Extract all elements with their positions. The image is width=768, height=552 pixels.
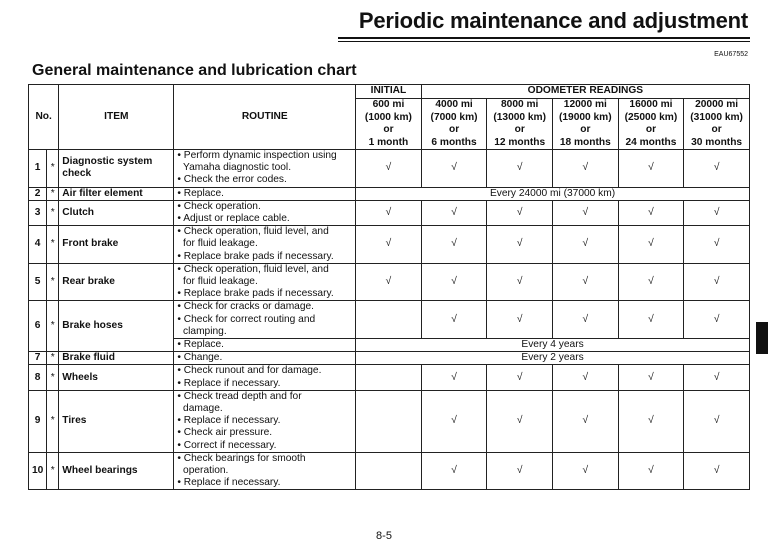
interval-span-text: Every 4 years bbox=[356, 339, 750, 352]
odometer-line: 6 months bbox=[431, 136, 477, 148]
check-cell: √ bbox=[421, 365, 487, 390]
routine-cell bbox=[174, 263, 356, 301]
row-star: * bbox=[47, 263, 59, 301]
routine-line: operation. bbox=[177, 465, 229, 477]
row-star: * bbox=[47, 150, 59, 188]
chapter-tab bbox=[756, 322, 768, 354]
row-number: 4 bbox=[29, 226, 47, 264]
routine-line: • Replace. bbox=[177, 339, 224, 351]
check-cell: √ bbox=[356, 226, 422, 264]
check-cell: √ bbox=[618, 200, 684, 225]
row-star: * bbox=[47, 365, 59, 390]
check-cell: √ bbox=[553, 452, 619, 490]
odometer-line: 8000 mi bbox=[500, 99, 539, 110]
check-cell bbox=[356, 390, 422, 452]
odometer-line: 4000 mi bbox=[435, 99, 473, 110]
check-cell: √ bbox=[618, 365, 684, 390]
table-row bbox=[29, 150, 750, 188]
check-cell: √ bbox=[553, 226, 619, 264]
odometer-line: 20000 mi bbox=[695, 99, 739, 110]
check-cell bbox=[356, 301, 422, 339]
odometer-line: 12 months bbox=[494, 136, 546, 148]
row-item: Brake fluid bbox=[59, 352, 174, 365]
odometer-line: 24 months bbox=[625, 136, 677, 148]
odometer-interval-4 bbox=[553, 99, 619, 150]
odometer-line: (7000 km) bbox=[430, 111, 478, 123]
routine-line: • Adjust or replace cable. bbox=[177, 213, 290, 225]
routine-line: Yamaha diagnostic tool. bbox=[177, 162, 292, 174]
col-header-initial: INITIAL bbox=[356, 85, 422, 99]
routine-cell bbox=[174, 187, 356, 200]
col-header-routine: ROUTINE bbox=[174, 85, 356, 150]
odometer-interval-6 bbox=[684, 99, 750, 150]
check-cell: √ bbox=[684, 301, 750, 339]
odometer-line: or bbox=[448, 124, 460, 135]
check-cell: √ bbox=[618, 226, 684, 264]
row-item: Diagnostic system check bbox=[59, 150, 174, 188]
row-star: * bbox=[47, 452, 59, 490]
check-cell: √ bbox=[356, 150, 422, 188]
odometer-line: (13000 km) bbox=[493, 111, 547, 123]
interval-span-text: Every 2 years bbox=[356, 352, 750, 365]
table-row bbox=[29, 390, 750, 452]
check-cell: √ bbox=[356, 200, 422, 225]
odometer-line: 30 months bbox=[691, 136, 743, 148]
check-cell: √ bbox=[684, 150, 750, 188]
col-header-item: ITEM bbox=[59, 85, 174, 150]
check-cell: √ bbox=[356, 263, 422, 301]
check-cell: √ bbox=[421, 200, 487, 225]
odometer-line: 12000 mi bbox=[563, 99, 607, 110]
odometer-line: 600 mi bbox=[372, 99, 405, 110]
col-header-odometer: ODOMETER READINGS bbox=[421, 85, 749, 99]
routine-line: • Check operation, fluid level, and bbox=[177, 226, 329, 238]
check-cell: √ bbox=[618, 301, 684, 339]
check-cell: √ bbox=[487, 263, 553, 301]
check-cell: √ bbox=[487, 452, 553, 490]
table-row bbox=[29, 226, 750, 264]
row-star: * bbox=[47, 390, 59, 452]
odometer-line: or bbox=[580, 124, 591, 135]
routine-line: • Replace brake pads if necessary. bbox=[177, 250, 334, 262]
odometer-interval-3 bbox=[487, 99, 553, 150]
page-header-title: Periodic maintenance and adjustment bbox=[358, 8, 748, 33]
odometer-interval-2 bbox=[421, 99, 487, 150]
odometer-line: (19000 km) bbox=[558, 111, 612, 123]
check-cell: √ bbox=[684, 200, 750, 225]
row-item: Brake hoses bbox=[59, 301, 174, 352]
table-row bbox=[29, 452, 750, 490]
maintenance-chart bbox=[28, 84, 750, 490]
check-cell: √ bbox=[487, 200, 553, 225]
check-cell: √ bbox=[553, 301, 619, 339]
row-item: Front brake bbox=[59, 226, 174, 264]
odometer-interval-5 bbox=[618, 99, 684, 150]
check-cell: √ bbox=[684, 263, 750, 301]
routine-line: • Check bearings for smooth bbox=[177, 452, 306, 464]
check-cell: √ bbox=[684, 226, 750, 264]
odometer-line: or bbox=[383, 124, 394, 135]
check-cell: √ bbox=[553, 390, 619, 452]
routine-line: • Check operation, fluid level, and bbox=[177, 263, 329, 275]
row-item: Wheel bearings bbox=[59, 452, 174, 490]
table-row bbox=[29, 187, 750, 200]
routine-line: • Correct if necessary. bbox=[177, 439, 277, 451]
header-rule-thick bbox=[338, 37, 750, 39]
row-item: Air filter element bbox=[59, 187, 174, 200]
document-code: EAU67552 bbox=[714, 51, 748, 58]
check-cell: √ bbox=[684, 390, 750, 452]
row-star: * bbox=[47, 301, 59, 352]
table-row bbox=[29, 200, 750, 225]
odometer-interval-1 bbox=[356, 99, 422, 150]
check-cell: √ bbox=[618, 263, 684, 301]
col-header-no: No. bbox=[29, 85, 59, 150]
check-cell: √ bbox=[421, 390, 487, 452]
routine-line: • Check the error codes. bbox=[177, 174, 287, 186]
table-row bbox=[29, 352, 750, 365]
routine-cell bbox=[174, 390, 356, 452]
check-cell bbox=[356, 365, 422, 390]
routine-cell bbox=[174, 452, 356, 490]
row-item: Clutch bbox=[59, 200, 174, 225]
routine-line: • Check operation. bbox=[177, 200, 261, 212]
routine-line: • Check for cracks or damage. bbox=[177, 301, 315, 313]
check-cell: √ bbox=[618, 150, 684, 188]
section-title: General maintenance and lubrication chart bbox=[32, 62, 357, 79]
check-cell: √ bbox=[421, 226, 487, 264]
routine-line: • Replace if necessary. bbox=[177, 415, 281, 427]
row-item: Rear brake bbox=[59, 263, 174, 301]
routine-line: • Perform dynamic inspection using bbox=[177, 150, 337, 161]
odometer-line: or bbox=[514, 124, 525, 135]
check-cell: √ bbox=[684, 365, 750, 390]
row-number: 6 bbox=[29, 301, 47, 352]
routine-cell bbox=[174, 339, 356, 352]
odometer-line: or bbox=[711, 124, 722, 135]
odometer-line: (25000 km) bbox=[624, 111, 678, 123]
row-number: 7 bbox=[29, 352, 47, 365]
routine-cell bbox=[174, 352, 356, 365]
routine-line: • Change. bbox=[177, 352, 223, 364]
routine-line: for fluid leakage. bbox=[177, 276, 258, 288]
interval-span-text: Every 24000 mi (37000 km) bbox=[356, 187, 750, 200]
odometer-line: 16000 mi bbox=[629, 99, 673, 110]
table-row bbox=[29, 301, 750, 339]
routine-cell bbox=[174, 365, 356, 390]
odometer-line: (31000 km) bbox=[690, 111, 743, 123]
row-number: 1 bbox=[29, 150, 47, 188]
row-star: * bbox=[47, 187, 59, 200]
row-star: * bbox=[47, 200, 59, 225]
routine-line: clamping. bbox=[177, 325, 227, 337]
table-row bbox=[29, 365, 750, 390]
chart-body bbox=[29, 150, 750, 490]
routine-cell bbox=[174, 150, 356, 188]
check-cell: √ bbox=[618, 390, 684, 452]
routine-cell bbox=[174, 226, 356, 264]
check-cell: √ bbox=[421, 150, 487, 188]
check-cell: √ bbox=[421, 263, 487, 301]
row-number: 5 bbox=[29, 263, 47, 301]
row-number: 9 bbox=[29, 390, 47, 452]
row-star: * bbox=[47, 226, 59, 264]
check-cell: √ bbox=[487, 226, 553, 264]
check-cell: √ bbox=[421, 301, 487, 339]
routine-line: • Check runout and for damage. bbox=[177, 365, 322, 377]
routine-line: • Check tread depth and for bbox=[177, 390, 302, 402]
check-cell: √ bbox=[553, 263, 619, 301]
routine-line: damage. bbox=[177, 403, 223, 415]
row-number: 10 bbox=[29, 452, 47, 490]
check-cell: √ bbox=[487, 365, 553, 390]
row-item: Tires bbox=[59, 390, 174, 452]
check-cell: √ bbox=[487, 301, 553, 339]
odometer-line: 18 months bbox=[559, 136, 611, 148]
check-cell: √ bbox=[553, 200, 619, 225]
check-cell bbox=[356, 452, 422, 490]
check-cell: √ bbox=[684, 452, 750, 490]
row-star: * bbox=[47, 352, 59, 365]
check-cell: √ bbox=[487, 150, 553, 188]
routine-line: • Check air pressure. bbox=[177, 427, 273, 439]
row-number: 8 bbox=[29, 365, 47, 390]
odometer-line: 1 month bbox=[368, 136, 409, 148]
check-cell: √ bbox=[421, 452, 487, 490]
table-row bbox=[29, 263, 750, 301]
odometer-line: or bbox=[645, 124, 657, 135]
routine-cell bbox=[174, 200, 356, 225]
routine-cell bbox=[174, 301, 356, 339]
check-cell: √ bbox=[553, 365, 619, 390]
routine-line: • Check for correct routing and bbox=[177, 313, 316, 325]
routine-line: • Replace if necessary. bbox=[177, 477, 281, 489]
row-item: Wheels bbox=[59, 365, 174, 390]
routine-line: • Replace if necessary. bbox=[177, 377, 281, 389]
check-cell: √ bbox=[618, 452, 684, 490]
page-number: 8-5 bbox=[376, 530, 392, 542]
header-rule-thin bbox=[338, 41, 750, 42]
routine-line: • Replace brake pads if necessary. bbox=[177, 288, 334, 300]
routine-line: for fluid leakage. bbox=[177, 238, 258, 250]
row-number: 2 bbox=[29, 187, 47, 200]
odometer-line: (1000 km) bbox=[364, 111, 412, 123]
routine-line: • Replace. bbox=[177, 187, 224, 199]
check-cell: √ bbox=[553, 150, 619, 188]
check-cell: √ bbox=[487, 390, 553, 452]
row-number: 3 bbox=[29, 200, 47, 225]
